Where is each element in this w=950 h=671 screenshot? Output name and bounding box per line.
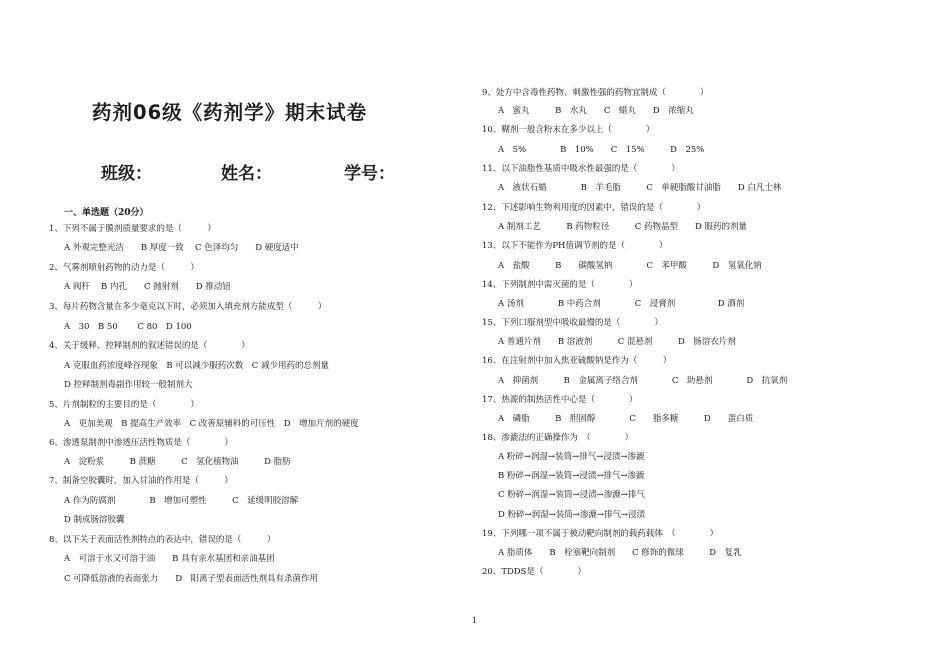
option-text: D 制成肠溶胶囊 xyxy=(64,515,125,525)
option-text: D 控释制剂毒副作用较一般制剂大 xyxy=(64,380,193,390)
class-label: 班级： xyxy=(101,164,152,184)
student-id-label: 学号： xyxy=(344,164,395,184)
question-text: 16、在注射剂中加入焦亚硫酸钠是作为（ ） xyxy=(482,356,672,366)
option-text: B 粉碎→润湿→装筒→浸渍→排气→渗漉 xyxy=(498,471,645,481)
section-title: 一、单选题（20分） xyxy=(64,208,149,218)
question-text: 9、处方中含毒性药物、刺激性强的药物宜制成（ ） xyxy=(482,88,709,98)
exam-title: 药剂06级《药剂学》期末试卷 xyxy=(92,101,368,124)
question-text: 1、下列不属于膜剂质量要求的是（ ） xyxy=(49,224,216,234)
option-text: A 汤剂 B 中药合剂 C 浸膏剂 D 酒剂 xyxy=(498,299,745,309)
option-text: A 磷脂 B 胆固醇 C 脂多糖 D 蛋白质 xyxy=(498,414,754,424)
option-text: C 粉碎→润湿→装筒→浸渍→渗漉→排气 xyxy=(498,490,645,500)
option-text: A 粉碎→润湿→装筒→排气→浸渍→渗漉 xyxy=(498,452,645,462)
option-text: A 作为防腐剂 B 增加可塑性 C 延缓明胶溶解 xyxy=(64,496,299,506)
question-text: 6、渗透泵制剂中渗透压活性物质是（ ） xyxy=(49,438,233,448)
question-text: 11、以下油脂性基质中吸水性最强的是（ ） xyxy=(482,164,680,174)
option-text: A 盐酸 B 碳酸氢钠 C 苯甲酸 D 氢氧化钠 xyxy=(498,261,762,271)
option-text: A 脂质体 B 栓塞靶向制剂 C 修饰的微球 D 复乳 xyxy=(498,548,742,558)
option-text: A 可溶于水又可溶于油 B 具有亲水基团和亲油基团 xyxy=(64,554,275,564)
option-text: A 30 B 50 C 80 D 100 xyxy=(64,322,192,332)
question-text: 14、下列制剂中需灭菌的是（ ） xyxy=(482,280,638,290)
question-text: 7、制备空胶囊时，加入甘油的作用是（ ） xyxy=(49,476,233,486)
option-text: A 淀粉浆 B 蔗糖 C 氢化植物油 D 脂肪 xyxy=(64,457,291,467)
question-text: 20、TDDS是（ ） xyxy=(482,567,586,577)
question-text: 3、每片药物含量在多少毫克以下时，必须加入填充剂方能成型（ ） xyxy=(49,302,327,312)
question-text: 8、以下关于表面活性剂特点的表达中，错误的是（ ） xyxy=(49,535,276,545)
question-text: 4、关于缓释、控释制剂的叙述错误的是（ ） xyxy=(49,341,250,351)
question-text: 10、糊剂一般含粉末在多少以上（ ） xyxy=(482,125,655,135)
option-text: A 阀杆 B 内孔 C 抛射剂 D 推动钮 xyxy=(64,282,231,292)
option-text: A 制剂工艺 B 药物粒径 C 药物晶型 D 服药的剂量 xyxy=(498,222,748,232)
question-text: 2、气雾剂喷射药物的动力是（ ） xyxy=(49,263,199,273)
option-text: A 抑菌剂 B 金属离子络合剂 C 助悬剂 D 抗氧剂 xyxy=(498,376,788,386)
name-label: 姓名： xyxy=(221,164,272,184)
option-text: A 克服血药浓度峰谷现象 B 可以减少服药次数 C 减少用药的总剂量 xyxy=(64,361,329,371)
question-text: 19、下列哪一项不属于被动靶向制剂的载药载体 （ ） xyxy=(482,529,719,539)
question-text: 13、以下不能作为PH值调节剂的是（ ） xyxy=(482,241,668,251)
option-text: A 外观完整光洁 B 厚度一致 C 色泽均匀 D 硬度适中 xyxy=(64,243,299,253)
option-text: A 5% B 10% C 15% D 25% xyxy=(498,145,705,155)
question-text: 15、下列口服剂型中吸收最慢的是（ ） xyxy=(482,318,663,328)
question-text: 18、渗漉法的正确操作为 （ ） xyxy=(482,433,634,443)
page-number: 1 xyxy=(472,616,478,625)
question-text: 5、片剂制粒的主要目的是（ ） xyxy=(49,400,199,410)
option-text: A 液状石蜡 B 羊毛脂 C 单硬脂酸甘油脂 D 白凡士林 xyxy=(498,183,782,193)
option-text: C 可降低溶液的表面张力 D 阳离子型表面活性剂具有杀菌作用 xyxy=(64,574,319,584)
option-text: D 粉碎→润湿→装筒→渗漉→排气→浸渍 xyxy=(498,510,646,520)
option-text: A 更加美观 B 提高生产效率 C 改善原辅料的可压性 D 增加片剂的硬度 xyxy=(64,419,359,429)
question-text: 12、下述影响生物利用度的因素中，错误的是（ ） xyxy=(482,203,706,213)
question-text: 17、热源的制热活性中心是（ ） xyxy=(482,395,638,405)
option-text: A 蜜丸 B 水丸 C 蜡丸 D 浓缩丸 xyxy=(498,106,694,116)
option-text: A 普通片剂 B 溶液剂 C 混悬剂 D 肠溶衣片剂 xyxy=(498,337,736,347)
